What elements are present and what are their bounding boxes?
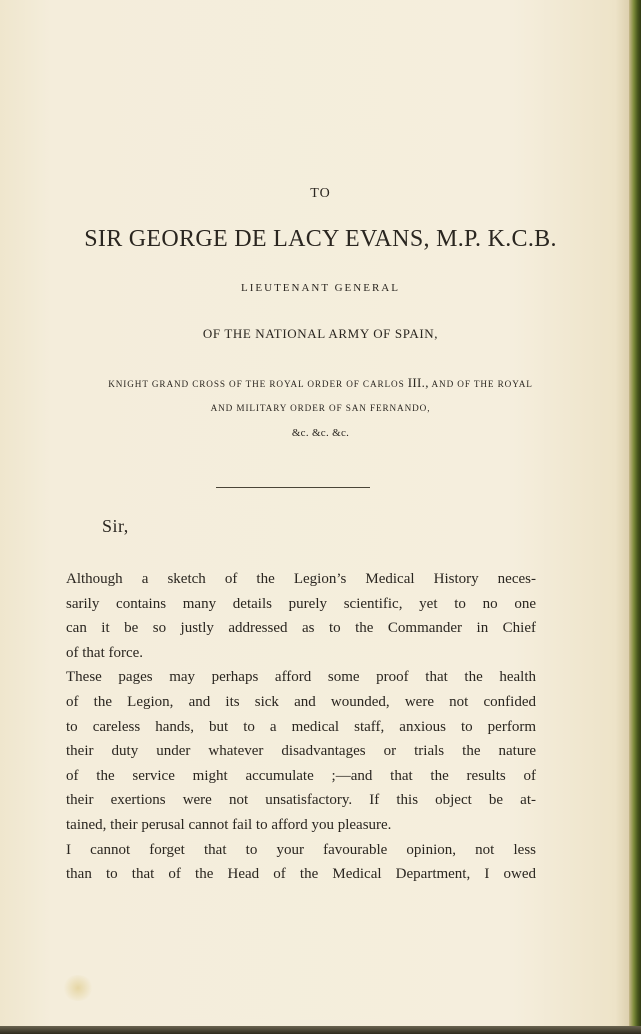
orders-text-pre: KNIGHT GRAND CROSS OF THE ROYAL ORDER OF CARLOS bbox=[108, 379, 405, 389]
page-edge-bottom bbox=[0, 1026, 641, 1034]
orders-text-post: AND OF THE ROYAL bbox=[431, 379, 533, 389]
body-line: of the service might accumulate ;—and that the results of bbox=[66, 767, 536, 784]
dedication-to: TO bbox=[310, 186, 331, 201]
dedicatee-orders-line-1 bbox=[0, 375, 641, 391]
body-line: their duty under whatever disadvantages or trials the nature bbox=[66, 743, 536, 760]
body-line: These pages may perhaps afford some proof that the health bbox=[66, 669, 536, 686]
body-line: than to that of the Head of the Medical Department, I owed bbox=[66, 866, 536, 883]
orders-numeral: III., bbox=[407, 375, 429, 390]
body-line: of that force. bbox=[66, 644, 144, 661]
letter-body bbox=[66, 567, 536, 887]
body-line: to careless hands, but to a medical staff, anxious to perform bbox=[66, 718, 536, 735]
letter-salutation: Sir, bbox=[102, 516, 129, 536]
body-line: of the Legion, and its sick and wounded, were not confided bbox=[66, 693, 536, 710]
divider-rule bbox=[216, 487, 370, 488]
paper-stain bbox=[62, 975, 94, 1001]
dedicatee-orders-line-2: AND MILITARY ORDER OF SAN FERNANDO, bbox=[210, 403, 431, 413]
body-line: their exertions were not unsatisfactory. If this object be at- bbox=[66, 792, 536, 809]
dedicatee-rank: LIEUTENANT GENERAL bbox=[241, 282, 400, 294]
page-edge-right bbox=[629, 0, 641, 1034]
dedication-etc: &c. &c. &c. bbox=[291, 427, 350, 439]
body-line: sarily contains many details purely scientific, yet to no one bbox=[66, 595, 536, 612]
dedicatee-army: OF THE NATIONAL ARMY OF SPAIN, bbox=[202, 326, 439, 341]
body-line: can it be so justly addressed as to the Commander in Chief bbox=[66, 620, 536, 637]
dedicatee-name: SIR GEORGE DE LACY EVANS, M.P. K.C.B. bbox=[84, 226, 557, 252]
body-line: tained, their perusal cannot fail to afford you pleasure. bbox=[66, 816, 392, 833]
body-line: Although a sketch of the Legion’s Medical History neces- bbox=[66, 571, 536, 587]
body-line: I cannot forget that to your favourable opinion, not less bbox=[66, 841, 536, 858]
